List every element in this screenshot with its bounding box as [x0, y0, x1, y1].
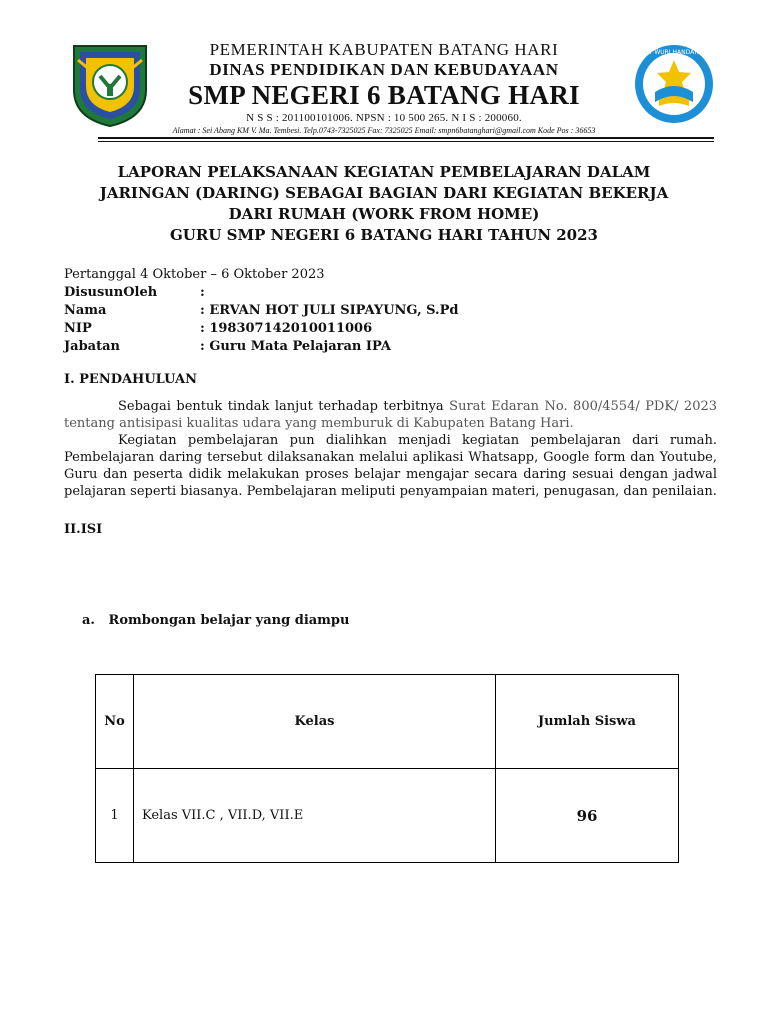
position-value: : Guru Mata Pelajaran IPA: [200, 339, 391, 354]
column-header-no: No: [96, 675, 134, 769]
title-line: JARINGAN (DARING) SEBAGAI BAGIAN DARI KEGIATAN BEKERJA: [99, 184, 669, 202]
letterhead-address: Alamat : Sei Abang KM V. Ma. Tembesi. Telp.0743-7325025 Fax: 7325025 Email: smpn6batanghari@gmail.com Kode Pos : 36653: [172, 126, 596, 135]
introduction-paragraph: [64, 398, 717, 432]
identity-row-position: [64, 338, 391, 356]
row-number: 1: [96, 769, 134, 863]
nip-label: NIP: [64, 321, 92, 336]
identity-row-nip: [64, 320, 373, 338]
introduction-text: Sebagai bentuk tindak lanjut terhadap terbitnya: [118, 399, 450, 414]
title-line: DARI RUMAH (WORK FROM HOME): [228, 205, 540, 223]
svg-text:TUT WURI HANDAYANI: TUT WURI HANDAYANI: [640, 49, 708, 56]
column-header-student-count: Jumlah Siswa: [496, 675, 679, 769]
letterhead-rule-thin: [98, 141, 714, 142]
name-label: Nama: [64, 303, 107, 318]
letterhead-rule-thick: [98, 137, 714, 139]
introduction-paragraph: Kegiatan pembelajaran pun dialihkan menjadi kegiatan pembelajaran dari rumah. Pembelajaran daring tersebut dilaksanakan melalui aplikasi Whatsapp, Google form dan Youtube, Guru dan peserta didik melakukan proses belajar mengajar secara daring sesuai dengan jadwal pelajaran seperti biasanya. Pembelajaran meliputi penyampaian materi, penugasan, dan penilaian.: [64, 433, 717, 499]
nip-value: : 198307142010011006: [200, 321, 373, 336]
title-line: GURU SMP NEGERI 6 BATANG HARI TAHUN 2023: [170, 226, 598, 244]
subsection-heading-study-groups: a. Rombongan belajar yang diampu: [82, 613, 350, 628]
table-row: [96, 769, 679, 863]
section-heading-content: II.ISI: [64, 522, 103, 537]
circular-reference: Surat Edaran No. 800/4554/ PDK/ 2023 tentang antisipasi kualitas udara yang memburuk di Kabupaten Batang Hari.: [64, 399, 718, 431]
letterhead-department: DINAS PENDIDIKAN DAN KEBUDAYAAN: [209, 60, 559, 79]
position-label: Jabatan: [64, 339, 120, 354]
name-value: : ERVAN HOT JULI SIPAYUNG, S.Pd: [200, 303, 459, 318]
author-label: DisusunOleh: [64, 285, 158, 300]
identity-block: [64, 266, 459, 356]
column-header-class: Kelas: [134, 675, 496, 769]
letterhead-school-ids: N S S : 201100101006. NPSN : 10 500 265. N I S : 200060.: [246, 112, 522, 124]
study-group-table: [95, 674, 679, 863]
identity-row-name: [64, 302, 459, 320]
section-heading-introduction: I. PENDAHULUAN: [64, 372, 198, 387]
title-line: LAPORAN PELAKSANAAN KEGIATAN PEMBELAJARAN DALAM: [117, 163, 651, 181]
letterhead-government: PEMERINTAH KABUPATEN BATANG HARI: [209, 40, 559, 59]
report-period: Pertanggal 4 Oktober – 6 Oktober 2023: [64, 267, 325, 282]
author-value: :: [200, 285, 205, 300]
row-student-count: 96: [496, 769, 679, 863]
row-class: Kelas VII.C , VII.D, VII.E: [134, 769, 496, 863]
table-header-row: [96, 675, 679, 769]
letterhead-school-name: SMP NEGERI 6 BATANG HARI: [188, 80, 580, 110]
identity-row-author: [64, 284, 325, 302]
introduction-body: [64, 398, 717, 500]
report-title: [70, 162, 698, 246]
